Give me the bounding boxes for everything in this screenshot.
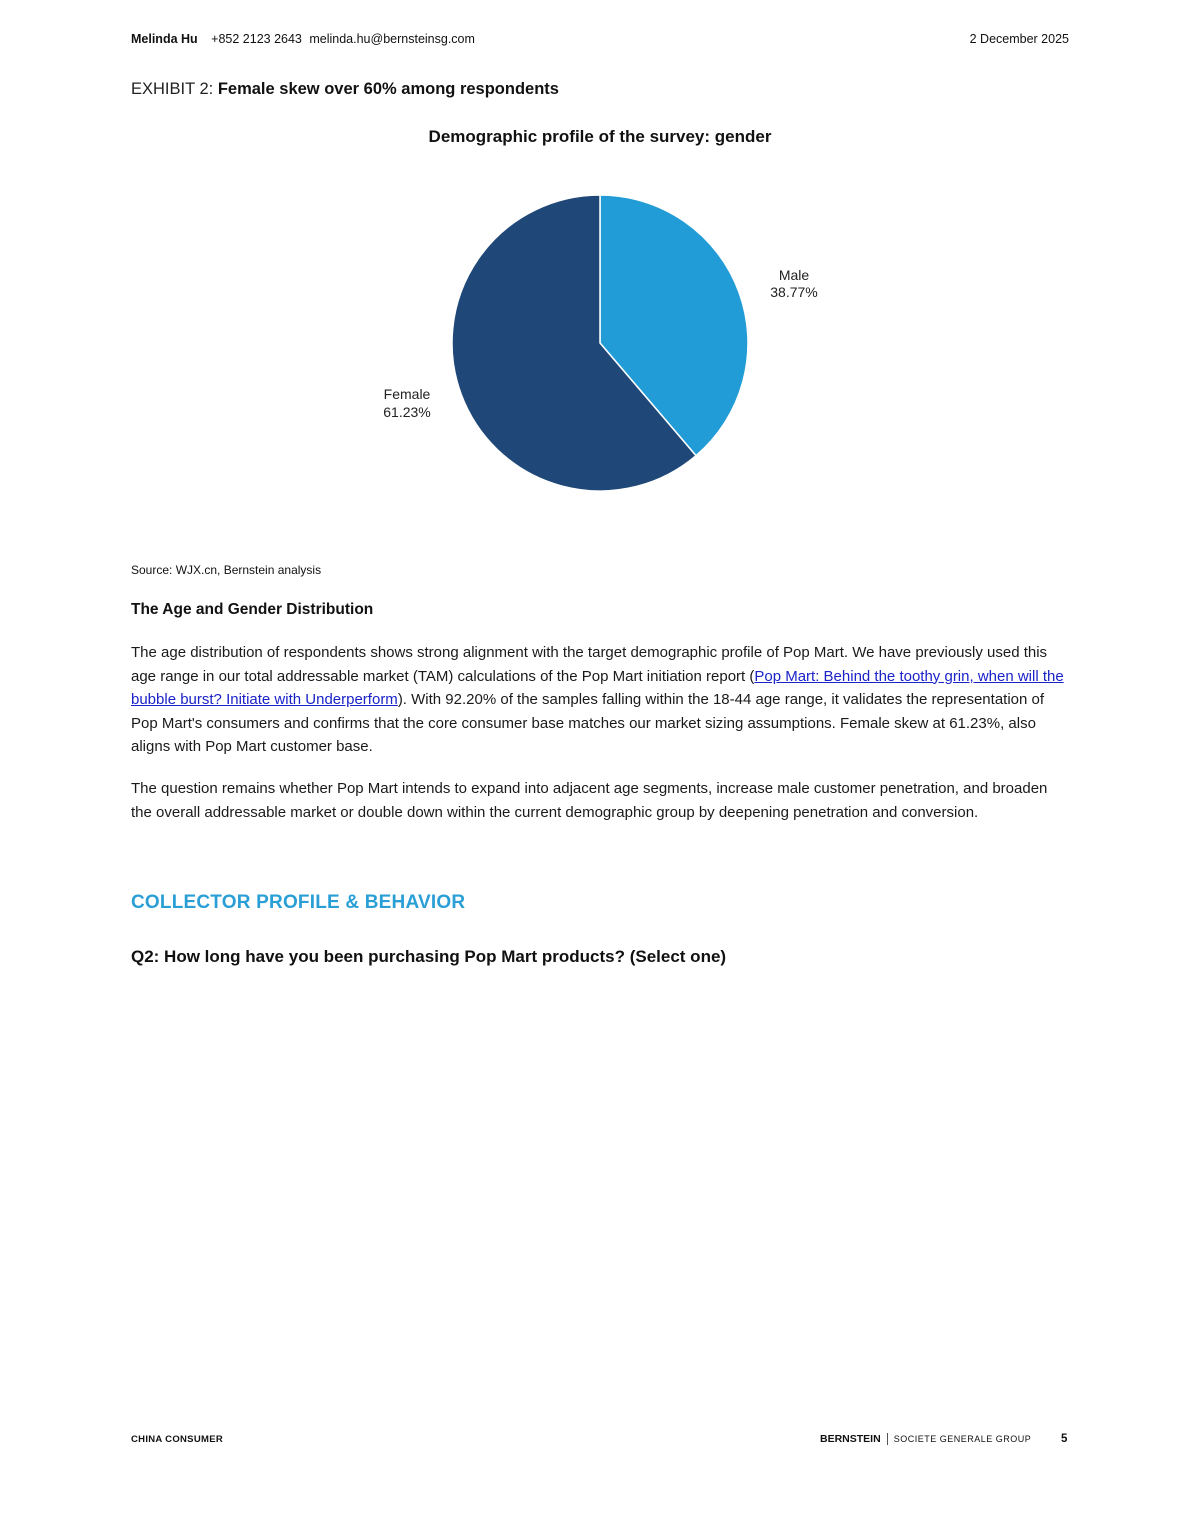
gender-pie-chart (340, 180, 860, 510)
collector-section-title: COLLECTOR PROFILE & BEHAVIOR (131, 892, 466, 913)
brand-divider (887, 1433, 888, 1445)
header-author (131, 32, 479, 46)
p1-text-after: ). With 92.20% of the samples falling within the 18-44 age range, it validates the representation of Pop Mart's consumers and confirms that the core consumer base matches our market sizing assumptions. Female skew at 61.23%, also aligns with Pop Mart customer base. (131, 691, 1045, 755)
author-email[interactable]: melinda.hu@bernsteinsg.com (309, 32, 475, 46)
exhibit-heading (131, 80, 559, 99)
pie-label-female: Female (383, 386, 431, 402)
p1-text-before: The age distribution of respondents shows strong alignment with the target demographic profile of Pop Mart. We have previously used this age range in our total addressable market (TAM) calculations of the Pop Mart initiation report ( (131, 644, 1048, 685)
pie-value-male: 38.77% (770, 284, 818, 300)
footer-sector: CHINA CONSUMER (131, 1434, 223, 1445)
brand-group-text: SOCIETE GENERALE GROUP (893, 1434, 1032, 1444)
report-date: 2 December 2025 (969, 32, 1069, 46)
footer-brand (820, 1433, 1031, 1445)
author-phone: +852 2123 2643 (211, 32, 302, 46)
paragraph-question: The question remains whether Pop Mart intends to expand into adjacent age segments, increase male customer penetration, and broaden the overall addressable market or double down within the current demographic group by deepening penetration and conversion. (131, 780, 1048, 821)
exhibit-title: Female skew over 60% among respondents (217, 80, 559, 98)
chart-title: Demographic profile of the survey: gender (428, 127, 772, 146)
exhibit-label: EXHIBIT 2: (131, 80, 214, 98)
brand-logo-text: BERNSTEIN (820, 1433, 881, 1445)
pie-label-male: Male (778, 267, 810, 283)
pie-value-female: 61.23% (383, 404, 431, 420)
chart-source: Source: WJX.cn, Bernstein analysis (131, 563, 322, 577)
section-heading: The Age and Gender Distribution (131, 601, 374, 618)
page-number: 5 (1061, 1433, 1068, 1445)
paragraph-age-distribution (131, 641, 1071, 759)
initiation-report-link[interactable]: Pop Mart: Behind the toothy grin, when will the bubble burst? Initiate with Underperform (131, 667, 1064, 708)
author-name: Melinda Hu (131, 32, 198, 46)
survey-question-q2: Q2: How long have you been purchasing Pop Mart products? (Select one) (131, 947, 727, 966)
